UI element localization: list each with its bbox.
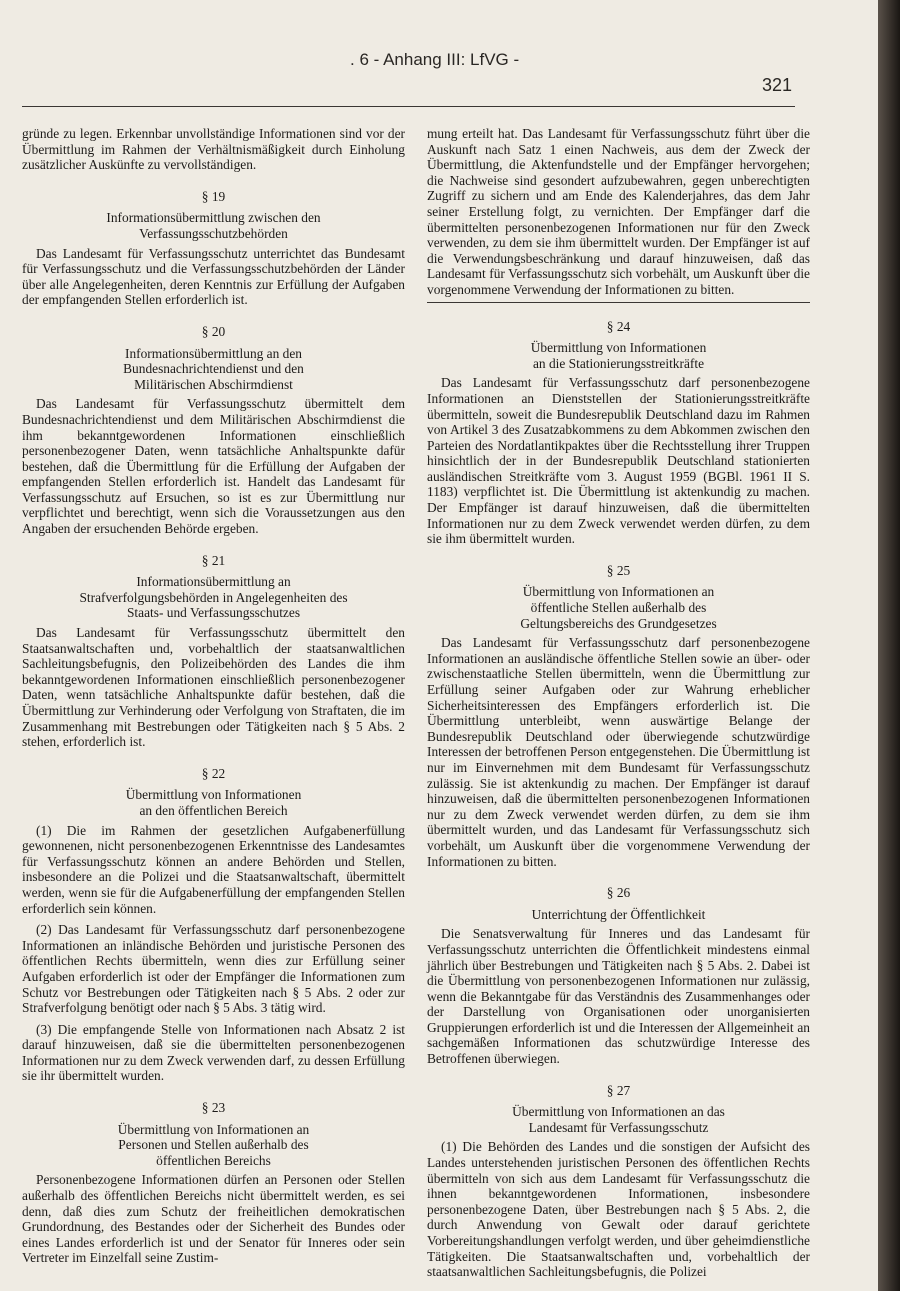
paragraph: Das Landesamt für Verfassungsschutz übermittelt dem Bundesnachrichtendienst und dem Militärischen Abschirmdienst die ihm bekanntgewordenen Informationen einschließlich personenbezogener Daten, wenn tatsächliche Anhaltspunkte dafür bestehen, daß die Übermittlung für die Erfüllung der Aufgaben der empfangenden Stellen erforderlich ist. Handelt das Landesamt für Verfassungsschutz auf Ersuchen, so ist es zur Übermittlung nur verpflichtet und berechtigt, wenn sich die Voraussetzungen aus den Angaben der ersuchenden Behörde ergeben. — [22, 396, 405, 537]
section-title: Informationsübermittlung an Strafverfolgungsbehörden in Angelegenheiten des Staats- und Verfassungsschutzes — [79, 574, 348, 621]
paragraph: mung erteilt hat. Das Landesamt für Verfassungsschutz führt über die Auskunft nach Satz 1 einen Nachweis, aus dem der Zweck der Übermittlung, die Aktenfundstelle und der Empfänger hervorgehen; die Nachweise sind gesondert aufzubewahren, gegen unberechtigten Zugriff zu sichern und am Ende des Kalenderjahres, das dem Jahr seiner Erstellung folgt, zu vernichten. Der Empfänger darf die übermittelten personenbezogenen Informationen nur für den Zweck verwenden, zu dem sie ihm übermittelt wurden. Der Empfänger ist auf die Verwendungsbeschränkung und darauf hinzuweisen, daß das Landesamt für Verfassungsschutz sich vorbehält, um Auskunft über die vorgenommene Verwendung der Informationen zu bitten. — [427, 126, 810, 297]
section-title: Übermittlung von Informationen an den öffentlichen Bereich — [125, 787, 302, 818]
section-19 — [22, 189, 405, 308]
section-27 — [427, 1083, 810, 1280]
paragraph: (1) Die Behörden des Landes und die sonstigen der Aufsicht des Landes unterstehenden juristischen Personen des öffentlichen Rechts übermitteln von sich aus dem Landesamt für Verfassungsschutz die ihnen bekanntgewordenen Informationen, insbesondere personenbezogene Daten, über Bestrebungen nach § 5 Abs. 2, die durch Anwendung von Gewalt oder darauf gerichtete Vorbereitungshandlungen verfolgt werden, und über geheimdienstliche Tätigkeiten. Die Staatsanwaltschaften und, vorbehaltlich der staatsanwaltlichen Sachleitungsbefugnis, die Polizei — [427, 1139, 810, 1280]
section-title: Übermittlung von Informationen an Personen und Stellen außerhalb des öffentlichen Bereichs — [117, 1121, 310, 1168]
left-column — [22, 126, 405, 1266]
paragraph: (3) Die empfangende Stelle von Informationen nach Absatz 2 ist darauf hinzuweisen, daß sie die übermittelten personenbezogenen Informationen nur zu dem Zweck verwenden darf, zu dessen Erfüllung sie ihr übermittelt wurden. — [22, 1021, 405, 1084]
section-number: § 25 — [606, 562, 631, 578]
section-number: § 21 — [201, 552, 226, 568]
section-26 — [427, 885, 810, 1067]
section-25 — [427, 563, 810, 869]
section-20 — [22, 324, 405, 537]
section-number: § 27 — [606, 1082, 631, 1098]
section-number: § 26 — [606, 885, 631, 901]
paragraph: gründe zu legen. Erkennbar unvollständige Informationen sind vor der Übermittlung im Rahmen der Verhältnismäßigkeit durch Einholung zusätzlicher Auskünfte zu vervollständigen. — [22, 126, 405, 173]
section-number: § 22 — [201, 765, 226, 781]
section-title: Informationsübermittlung zwischen den Verfassungsschutzbehörden — [106, 210, 321, 241]
paragraph: Die Senatsverwaltung für Inneres und das Landesamt für Verfassungsschutz unterrichten die Öffentlichkeit mindestens einmal jährlich über Bestrebungen und Tätigkeiten nach § 5 Abs. 2. Dabei ist die Übermittlung von personenbezogenen Informationen nur zulässig, wenn die Bekanntgabe für das Verständnis des Zusammenhanges oder der Darstellung von Organisationen oder unorganisierten Gruppierungen erforderlich ist und die Interessen der Allgemeinheit an sachgemäßen Informationen das schutzwürdige Interesse des Betroffenen überwiegen. — [427, 926, 810, 1067]
section-number: § 24 — [606, 318, 631, 334]
paragraph: Personenbezogene Informationen dürfen an Personen oder Stellen außerhalb des öffentlichen Bereichs nicht übermittelt werden, es sei denn, daß dies zum Schutz der freiheitlichen demokratischen Grundordnung, des Bestandes oder der Sicherheit des Bundes oder eines Landes erforderlich ist und der Senator für Inneres oder sein Vertreter im Einzelfall seine Zustim- — [22, 1172, 405, 1266]
page-number: 321 — [762, 75, 793, 95]
section-title: Informationsübermittlung an den Bundesnachrichtendienst und den Militärischen Abschirmdienst — [123, 345, 304, 392]
paragraph: (1) Die im Rahmen der gesetzlichen Aufgabenerfüllung gewonnenen, nicht personenbezogenen Erkenntnisse des Landesamtes für Verfassungsschutz können an andere Behörden und Stellen, insbesondere an die Polizei und die Staatsanwaltschaft, übermittelt werden, wenn sie für die Aufgabenerfüllung der empfangenden Stellen erforderlich sein können. — [22, 822, 405, 916]
section-title: Übermittlung von Informationen an das Landesamt für Verfassungsschutz — [512, 1104, 725, 1135]
paragraph: Das Landesamt für Verfassungsschutz darf personenbezogene Informationen an Dienststellen der Stationierungsstreitkräfte übermitteln, soweit die Bundesrepublik Deutschland dazu im Rahmen von Artikel 3 des Zusatzabkommens zu dem Abkommen zwischen den Parteien des Nordatlantikpaktes über die Rechtsstellung ihrer Truppen hinsichtlich der in der Bundesrepublik Deutschland stationierten ausländischen Streitkräfte vom 3. August 1959 (BGBl. 1961 II S. 1183) verpflichtet ist. Die Übermittlung ist aktenkundig zu machen. Der Empfänger ist darauf hinzuweisen, daß die übermittelten Informationen nur zu dem Zweck verwendet werden dürfen, zu dem sie ihm übermittelt wurden. — [427, 375, 810, 547]
section-number: § 23 — [201, 1100, 226, 1116]
right-column — [427, 126, 810, 1280]
section-number: § 19 — [201, 188, 226, 204]
section-title: Unterrichtung der Öffentlichkeit — [531, 906, 706, 922]
book-spine-edge — [878, 0, 900, 1291]
section-divider — [427, 302, 810, 303]
section-number: § 20 — [201, 323, 226, 339]
section-21 — [22, 553, 405, 750]
paragraph: (2) Das Landesamt für Verfassungsschutz darf personenbezogene Informationen an inländische Behörden und juristische Personen des öffentlichen Rechts übermitteln, wenn dies zur Erfüllung seiner Aufgaben erforderlich ist oder der Empfänger die Informationen zum Schutz vor Bestrebungen oder Tätigkeiten nach § 5 Abs. 2 oder zur Strafverfolgung benötigt oder nach § 5 Abs. 3 tätig wird. — [22, 922, 405, 1016]
paragraph: Das Landesamt für Verfassungsschutz unterrichtet das Bundesamt für Verfassungsschutz und die Verfassungsschutzbehörden der Länder über alle Angelegenheiten, deren Kenntnis zur Erfüllung der Aufgaben der empfangenden Stellen erforderlich ist. — [22, 245, 405, 308]
section-23 — [22, 1100, 405, 1266]
section-title: Übermittlung von Informationen an öffentliche Stellen außerhalb des Geltungsbereichs des Grundgesetzes — [520, 584, 717, 631]
section-22 — [22, 766, 405, 1084]
section-24 — [427, 319, 810, 547]
header-rule — [22, 106, 795, 107]
paragraph: Das Landesamt für Verfassungsschutz übermittelt den Staatsanwaltschaften und, vorbehaltlich der staatsanwaltlichen Sachleitungsbefugnis, den Polizeibehörden des Landes die ihm bekanntgewordenen Informationen einschließlich personenbezogener Daten, wenn tatsächliche Anhaltspunkte dafür bestehen, daß die Übermittlung zur Verhinderung oder Verfolgung von Straftaten, die im Zusammenhang mit Bestrebungen oder Tätigkeiten nach § 5 Abs. 2 stehen, erforderlich ist. — [22, 625, 405, 750]
section-title: Übermittlung von Informationen an die Stationierungsstreitkräfte — [530, 340, 707, 371]
running-title: . 6 - Anhang III: LfVG - — [350, 50, 520, 69]
paragraph: Das Landesamt für Verfassungsschutz darf personenbezogene Informationen an ausländische öffentliche Stellen sowie an über- oder zwischenstaatliche Stellen übermitteln, wenn die Übermittlung zur Erfüllung seiner Aufgaben oder zur Wahrung erheblicher Sicherheitsinteressen des Empfängers erforderlich ist. Die Übermittlung unterbleibt, wenn auswärtige Belange der Bundesrepublik Deutschland oder überwiegende schutzwürdige Interessen der betroffenen Person entgegenstehen. Die Übermittlung ist nur im Einvernehmen mit dem Bundesamt für Verfassungsschutz zulässig. Sie ist aktenkundig zu machen. Der Empfänger ist darauf hinzuweisen, daß die übermittelten personenbezogenen Informationen nur zu dem Zweck verwendet werden dürfen, zu dem sie ihm übermittelt wurden, und das Landesamt für Verfassungsschutz sich vorbehält, um Auskunft über die vorgenommene Verwendung der Informationen zu bitten. — [427, 635, 810, 869]
